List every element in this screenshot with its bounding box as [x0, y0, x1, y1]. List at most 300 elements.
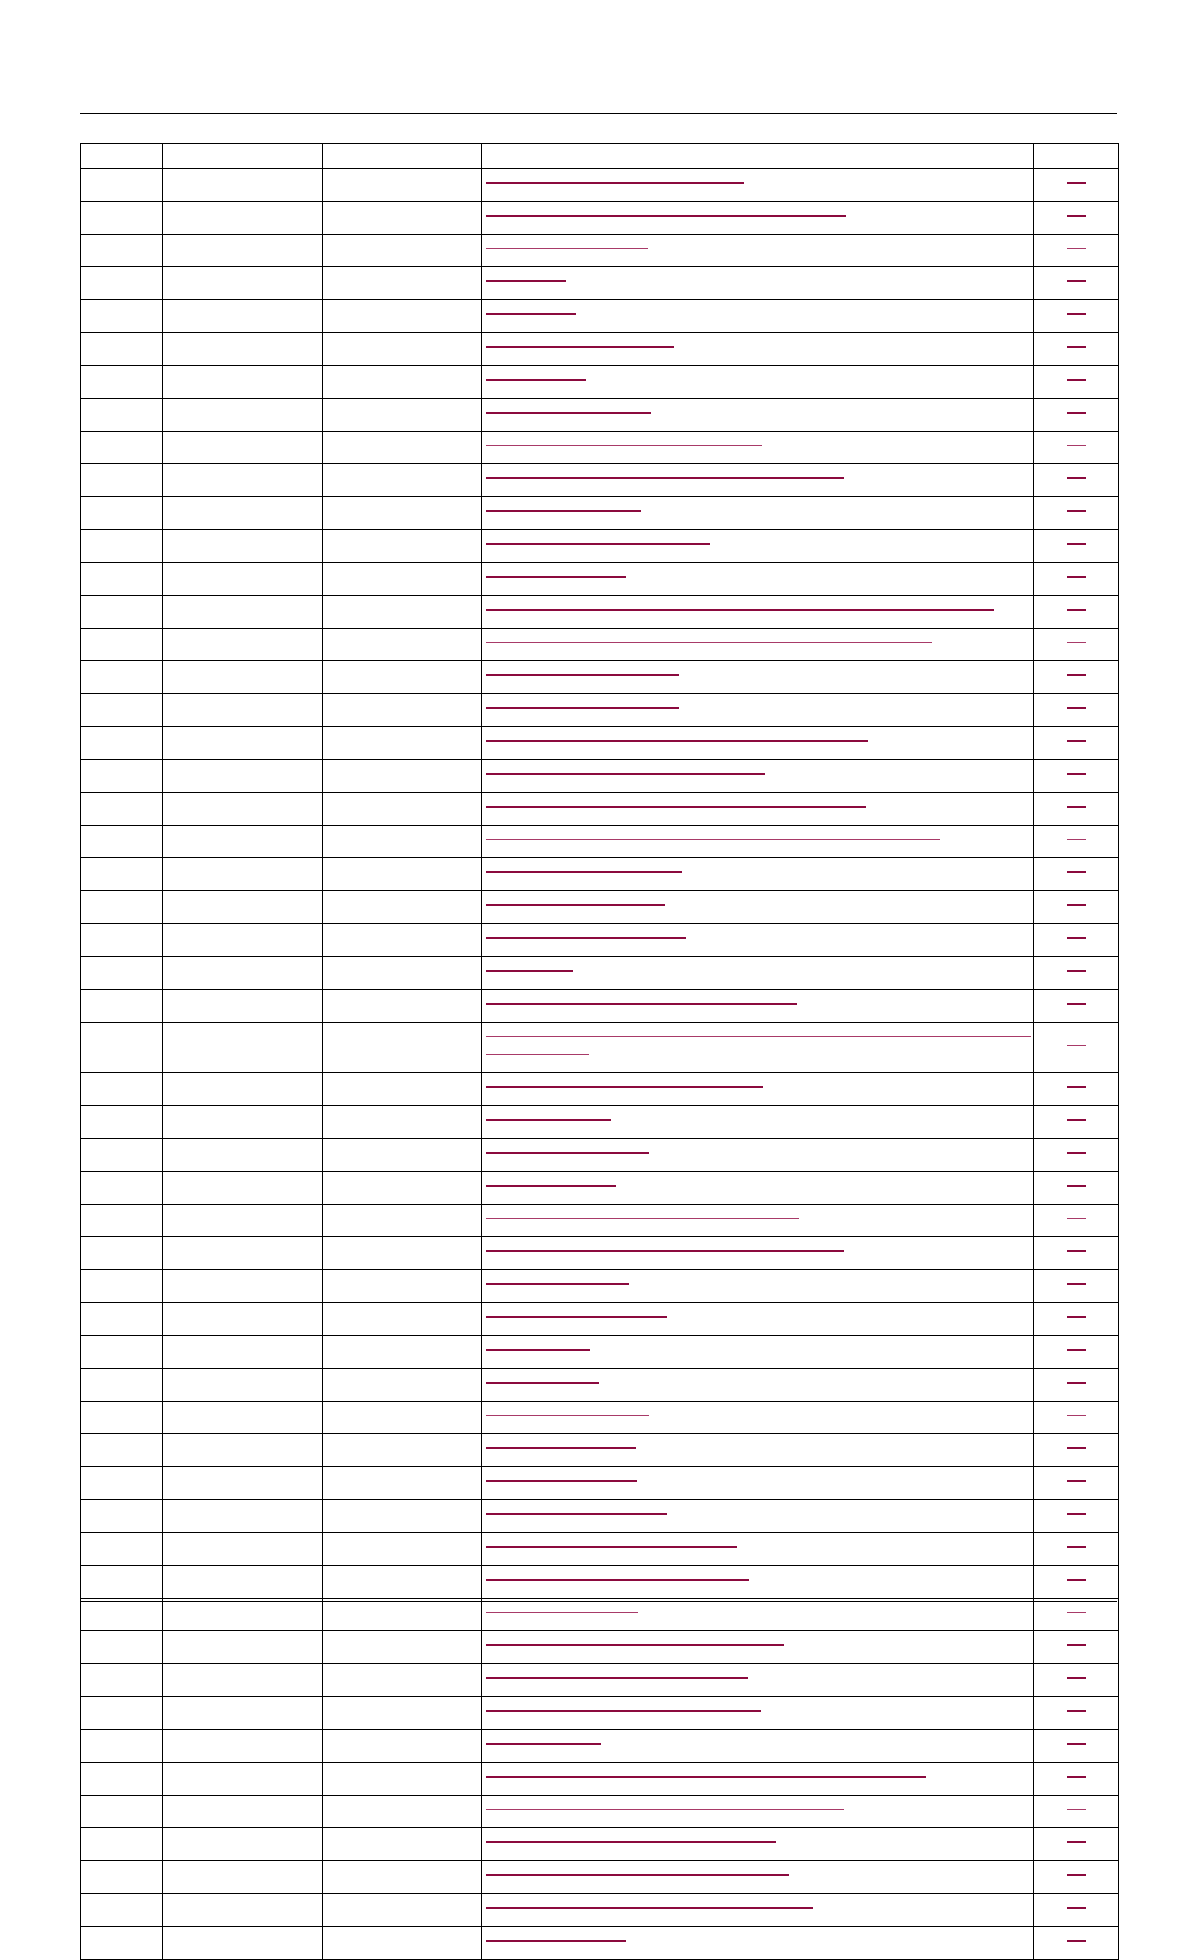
- link-underline: [486, 1841, 776, 1843]
- link-underline: [486, 806, 866, 808]
- table-cell: [1034, 1664, 1119, 1697]
- footer-rule: [80, 1601, 1117, 1602]
- document-link[interactable]: [482, 891, 1033, 906]
- table-cell: [1034, 1402, 1119, 1434]
- table-cell: [163, 399, 323, 432]
- table-cell: [1034, 202, 1119, 235]
- row-link[interactable]: [1067, 1677, 1086, 1679]
- document-link[interactable]: [482, 858, 1033, 873]
- table-row: [81, 1106, 1119, 1139]
- table-cell: [1034, 497, 1119, 530]
- link-underline: [486, 1513, 667, 1515]
- document-link[interactable]: [482, 1172, 1033, 1187]
- table-cell: [163, 333, 323, 366]
- table-cell: [81, 826, 163, 858]
- table-cell: [482, 202, 1034, 235]
- link-underline: [486, 1644, 784, 1646]
- table-cell: [1034, 1796, 1119, 1828]
- table-cell: [163, 432, 323, 464]
- table-cell: [482, 1894, 1034, 1927]
- row-link[interactable]: [1067, 576, 1086, 578]
- row-link[interactable]: [1067, 1349, 1086, 1351]
- table-cell: [1034, 1023, 1119, 1073]
- row-link[interactable]: [1067, 1743, 1086, 1745]
- table-cell: [323, 1336, 482, 1369]
- document-link[interactable]: [482, 1828, 1033, 1843]
- row-link[interactable]: [1067, 280, 1086, 282]
- row-link[interactable]: [1067, 1152, 1086, 1154]
- document-link[interactable]: [482, 497, 1033, 512]
- row-link[interactable]: [1067, 412, 1086, 414]
- table-row: [81, 1023, 1119, 1073]
- row-link[interactable]: [1067, 970, 1086, 972]
- link-underline: [486, 839, 940, 840]
- table-cell: [163, 1828, 323, 1861]
- document-link[interactable]: [482, 1139, 1033, 1154]
- document-link[interactable]: [482, 1467, 1033, 1482]
- table-cell: [482, 169, 1034, 202]
- table-cell: [1034, 661, 1119, 694]
- table-cell: [323, 497, 482, 530]
- table-cell: [81, 399, 163, 432]
- table-cell: [482, 1270, 1034, 1303]
- table-cell: [482, 300, 1034, 333]
- document-link[interactable]: [482, 990, 1033, 1005]
- table-cell: [163, 530, 323, 563]
- document-link[interactable]: [482, 235, 1033, 249]
- table-row: [81, 1631, 1119, 1664]
- table-cell: [1034, 990, 1119, 1023]
- table-cell: [163, 1303, 323, 1336]
- table-cell: [482, 1172, 1034, 1205]
- table-cell: [323, 826, 482, 858]
- document-link[interactable]: [482, 1270, 1033, 1285]
- table-cell: [81, 1763, 163, 1796]
- table-cell: [81, 1402, 163, 1434]
- document-link[interactable]: [482, 1369, 1033, 1384]
- table-cell: [323, 1927, 482, 1960]
- header-cell: [323, 144, 482, 169]
- row-link[interactable]: [1067, 1119, 1086, 1121]
- table-cell: [482, 267, 1034, 300]
- link-underline: [486, 609, 994, 611]
- table-row: [81, 1894, 1119, 1927]
- table-cell: [482, 1763, 1034, 1796]
- table-cell: [323, 1205, 482, 1237]
- table-cell: [323, 891, 482, 924]
- row-link[interactable]: [1067, 1841, 1086, 1843]
- row-link[interactable]: [1067, 543, 1086, 545]
- row-link[interactable]: [1067, 313, 1086, 315]
- table-row: [81, 1073, 1119, 1106]
- table-row: [81, 1697, 1119, 1730]
- table-row: [81, 1467, 1119, 1500]
- row-link[interactable]: [1067, 1776, 1086, 1778]
- table-cell: [482, 1369, 1034, 1402]
- document-link[interactable]: [482, 1303, 1033, 1318]
- header-cell: [81, 144, 163, 169]
- table-row: [81, 267, 1119, 300]
- table-cell: [163, 629, 323, 661]
- document-link[interactable]: [482, 924, 1033, 939]
- table-cell: [482, 1796, 1034, 1828]
- table-cell: [1034, 530, 1119, 563]
- table-cell: [1034, 1139, 1119, 1172]
- row-link[interactable]: [1067, 871, 1086, 873]
- table-cell: [163, 1664, 323, 1697]
- table-cell: [81, 1894, 163, 1927]
- document-link[interactable]: [482, 366, 1033, 381]
- document-link[interactable]: [482, 1500, 1033, 1515]
- table-cell: [163, 1894, 323, 1927]
- table-cell: [1034, 858, 1119, 891]
- header-rule: [80, 113, 1117, 114]
- table-row: [81, 1763, 1119, 1796]
- link-underline: [486, 1119, 611, 1121]
- table-cell: [81, 530, 163, 563]
- table-cell: [81, 1500, 163, 1533]
- row-link[interactable]: [1067, 1612, 1086, 1613]
- table-cell: [1034, 1763, 1119, 1796]
- document-link[interactable]: [482, 464, 1033, 479]
- table-cell: [81, 661, 163, 694]
- row-link[interactable]: [1067, 1086, 1086, 1088]
- table-cell: [482, 1073, 1034, 1106]
- table-row: [81, 1237, 1119, 1270]
- link-underline: [486, 510, 641, 512]
- table-cell: [163, 1369, 323, 1402]
- table-cell: [81, 1828, 163, 1861]
- table-cell: [482, 563, 1034, 596]
- row-link[interactable]: [1067, 937, 1086, 939]
- table-cell: [1034, 432, 1119, 464]
- table-cell: [482, 1730, 1034, 1763]
- table-cell: [81, 1664, 163, 1697]
- row-link[interactable]: [1067, 904, 1086, 906]
- link-underline: [486, 280, 566, 282]
- document-link[interactable]: [482, 1533, 1033, 1548]
- link-underline: [486, 970, 573, 972]
- row-link[interactable]: [1067, 1283, 1086, 1285]
- row-link[interactable]: [1067, 1218, 1086, 1219]
- document-link[interactable]: [482, 202, 1033, 217]
- document-link[interactable]: [482, 563, 1033, 578]
- document-link[interactable]: [482, 1205, 1033, 1219]
- table-cell: [81, 793, 163, 826]
- table-cell: [482, 1828, 1034, 1861]
- table-row: [81, 858, 1119, 891]
- table-cell: [163, 694, 323, 727]
- document-link[interactable]: [482, 1402, 1033, 1416]
- link-underline: [486, 1612, 638, 1613]
- table-cell: [323, 366, 482, 399]
- row-link[interactable]: [1067, 248, 1086, 249]
- document-link[interactable]: [482, 1927, 1033, 1942]
- table-cell: [1034, 267, 1119, 300]
- link-underline: [486, 215, 846, 217]
- table-row: [81, 661, 1119, 694]
- table-cell: [482, 1467, 1034, 1500]
- table-cell: [81, 1139, 163, 1172]
- table-cell: [81, 990, 163, 1023]
- table-cell: [323, 793, 482, 826]
- row-link[interactable]: [1067, 1250, 1086, 1252]
- table-cell: [323, 1500, 482, 1533]
- table-cell: [1034, 464, 1119, 497]
- table-row: [81, 1566, 1119, 1599]
- table-cell: [482, 1139, 1034, 1172]
- document-link[interactable]: [482, 1023, 1033, 1055]
- document-link[interactable]: [482, 267, 1033, 282]
- row-link[interactable]: [1067, 773, 1086, 775]
- table-cell: [482, 1205, 1034, 1237]
- table-cell: [323, 1533, 482, 1566]
- table-row: [81, 1205, 1119, 1237]
- document-link[interactable]: [482, 1697, 1033, 1712]
- table-cell: [1034, 366, 1119, 399]
- row-link[interactable]: [1067, 1874, 1086, 1876]
- table-cell: [1034, 1566, 1119, 1599]
- row-link[interactable]: [1067, 1710, 1086, 1712]
- table-cell: [1034, 1336, 1119, 1369]
- row-link[interactable]: [1067, 740, 1086, 742]
- document-link[interactable]: [482, 1237, 1033, 1252]
- table-cell: [1034, 1927, 1119, 1960]
- table-cell: [81, 891, 163, 924]
- table-cell: [482, 1237, 1034, 1270]
- table-cell: [81, 497, 163, 530]
- table-header-row: [81, 144, 1119, 169]
- table-row: [81, 1861, 1119, 1894]
- table-cell: [482, 1402, 1034, 1434]
- table-row: [81, 793, 1119, 826]
- table-cell: [323, 1303, 482, 1336]
- document-link[interactable]: [482, 1566, 1033, 1581]
- table-cell: [81, 1270, 163, 1303]
- row-link[interactable]: [1067, 1940, 1086, 1942]
- document-link[interactable]: [482, 333, 1033, 348]
- document-link[interactable]: [482, 1106, 1033, 1121]
- row-link[interactable]: [1067, 1907, 1086, 1909]
- row-link[interactable]: [1067, 1382, 1086, 1384]
- header-cell: [1034, 144, 1119, 169]
- link-underline: [486, 1283, 629, 1285]
- table-cell: [163, 464, 323, 497]
- table-row: [81, 694, 1119, 727]
- document-link[interactable]: [482, 727, 1033, 742]
- row-link[interactable]: [1067, 1185, 1086, 1187]
- table-cell: [163, 1730, 323, 1763]
- table-cell: [482, 497, 1034, 530]
- link-underline: [486, 1940, 626, 1942]
- row-link[interactable]: [1067, 839, 1086, 840]
- row-link[interactable]: [1067, 1579, 1086, 1581]
- document-link[interactable]: [482, 432, 1033, 446]
- table-cell: [163, 1763, 323, 1796]
- link-underline: [486, 182, 744, 184]
- table-cell: [1034, 1730, 1119, 1763]
- document-link[interactable]: [482, 169, 1033, 184]
- header-cell: [163, 144, 323, 169]
- link-underline: [486, 871, 682, 873]
- table-cell: [482, 1664, 1034, 1697]
- table-cell: [81, 1861, 163, 1894]
- table-cell: [163, 1500, 323, 1533]
- row-link[interactable]: [1067, 1644, 1086, 1646]
- table-row: [81, 300, 1119, 333]
- table-cell: [323, 1467, 482, 1500]
- link-underline: [486, 543, 710, 545]
- document-link[interactable]: [482, 1434, 1033, 1449]
- table-cell: [323, 1172, 482, 1205]
- table-row: [81, 1270, 1119, 1303]
- row-link[interactable]: [1067, 1480, 1086, 1482]
- document-link[interactable]: [482, 1763, 1033, 1778]
- table-cell: [1034, 235, 1119, 267]
- row-link[interactable]: [1067, 182, 1086, 184]
- link-underline: [486, 248, 648, 249]
- link-underline: [486, 379, 586, 381]
- row-link[interactable]: [1067, 445, 1086, 446]
- link-underline: [486, 445, 762, 446]
- row-link[interactable]: [1067, 379, 1086, 381]
- table-cell: [323, 760, 482, 793]
- document-link[interactable]: [482, 1631, 1033, 1646]
- document-link[interactable]: [482, 760, 1033, 775]
- document-link[interactable]: [482, 300, 1033, 315]
- table-cell: [323, 1434, 482, 1467]
- table-cell: [482, 235, 1034, 267]
- table-cell: [1034, 1369, 1119, 1402]
- table-cell: [163, 1073, 323, 1106]
- document-link[interactable]: [482, 957, 1033, 972]
- table-cell: [323, 563, 482, 596]
- table-cell: [163, 1106, 323, 1139]
- row-link[interactable]: [1067, 1513, 1086, 1515]
- link-underline: [486, 1349, 590, 1351]
- table-cell: [323, 1894, 482, 1927]
- document-link[interactable]: [482, 1336, 1033, 1351]
- document-link[interactable]: [482, 1894, 1033, 1909]
- table-cell: [482, 1861, 1034, 1894]
- table-cell: [163, 1237, 323, 1270]
- link-underline: [486, 740, 868, 742]
- row-link[interactable]: [1067, 1415, 1086, 1416]
- row-link[interactable]: [1067, 609, 1086, 611]
- table-cell: [323, 1697, 482, 1730]
- table-cell: [1034, 826, 1119, 858]
- table-row: [81, 1927, 1119, 1960]
- row-link[interactable]: [1067, 1447, 1086, 1449]
- table-cell: [482, 1336, 1034, 1369]
- row-link[interactable]: [1067, 1809, 1086, 1810]
- row-link[interactable]: [1067, 1045, 1086, 1046]
- table-row: [81, 333, 1119, 366]
- document-link[interactable]: [482, 596, 1033, 611]
- document-link[interactable]: [482, 530, 1033, 545]
- table-cell: [163, 793, 323, 826]
- table-cell: [1034, 1205, 1119, 1237]
- link-underline: [486, 1003, 797, 1005]
- link-underline: [486, 937, 686, 939]
- table-cell: [323, 267, 482, 300]
- table-cell: [163, 1336, 323, 1369]
- document-link[interactable]: [482, 793, 1033, 808]
- table-cell: [323, 1566, 482, 1599]
- row-link[interactable]: [1067, 346, 1086, 348]
- table-cell: [323, 1828, 482, 1861]
- row-link[interactable]: [1067, 1546, 1086, 1548]
- table-row: [81, 1599, 1119, 1631]
- table-cell: [1034, 1172, 1119, 1205]
- document-link[interactable]: [482, 1073, 1033, 1088]
- document-link[interactable]: [482, 826, 1033, 840]
- document-link[interactable]: [482, 629, 1033, 643]
- table-row: [81, 1336, 1119, 1369]
- table-cell: [1034, 1894, 1119, 1927]
- table-cell: [81, 1237, 163, 1270]
- table-cell: [323, 661, 482, 694]
- link-underline: [486, 1316, 667, 1318]
- table-row: [81, 826, 1119, 858]
- document-link[interactable]: [482, 1664, 1033, 1679]
- table-cell: [482, 629, 1034, 661]
- row-link[interactable]: [1067, 215, 1086, 217]
- row-link[interactable]: [1067, 477, 1086, 479]
- table-row: [81, 990, 1119, 1023]
- table-cell: [163, 300, 323, 333]
- document-link[interactable]: [482, 694, 1033, 709]
- table-cell: [163, 169, 323, 202]
- table-cell: [1034, 596, 1119, 629]
- table-row: [81, 563, 1119, 596]
- table-cell: [163, 1434, 323, 1467]
- link-underline: [486, 1415, 649, 1416]
- table-cell: [323, 235, 482, 267]
- table-cell: [482, 1697, 1034, 1730]
- document-link[interactable]: [482, 661, 1033, 676]
- row-link[interactable]: [1067, 674, 1086, 676]
- table-cell: [323, 1599, 482, 1631]
- row-link[interactable]: [1067, 1316, 1086, 1318]
- link-underline: [486, 1185, 616, 1187]
- table-cell: [1034, 1303, 1119, 1336]
- document-link[interactable]: [482, 399, 1033, 414]
- table-cell: [163, 1139, 323, 1172]
- row-link[interactable]: [1067, 1003, 1086, 1005]
- table-row: [81, 1369, 1119, 1402]
- row-link[interactable]: [1067, 806, 1086, 808]
- row-link[interactable]: [1067, 510, 1086, 512]
- table-cell: [81, 1533, 163, 1566]
- table-cell: [1034, 1467, 1119, 1500]
- table-row: [81, 530, 1119, 563]
- document-link[interactable]: [482, 1861, 1033, 1876]
- link-underline: [486, 1677, 748, 1679]
- table-cell: [323, 1631, 482, 1664]
- table-row: [81, 1533, 1119, 1566]
- document-link[interactable]: [482, 1730, 1033, 1745]
- row-link[interactable]: [1067, 642, 1086, 643]
- link-underline: [486, 313, 576, 315]
- table-cell: [323, 1664, 482, 1697]
- table-cell: [81, 1566, 163, 1599]
- table-cell: [81, 924, 163, 957]
- table-cell: [81, 1073, 163, 1106]
- link-underline: [486, 773, 765, 775]
- row-link[interactable]: [1067, 707, 1086, 709]
- document-link[interactable]: [482, 1796, 1033, 1810]
